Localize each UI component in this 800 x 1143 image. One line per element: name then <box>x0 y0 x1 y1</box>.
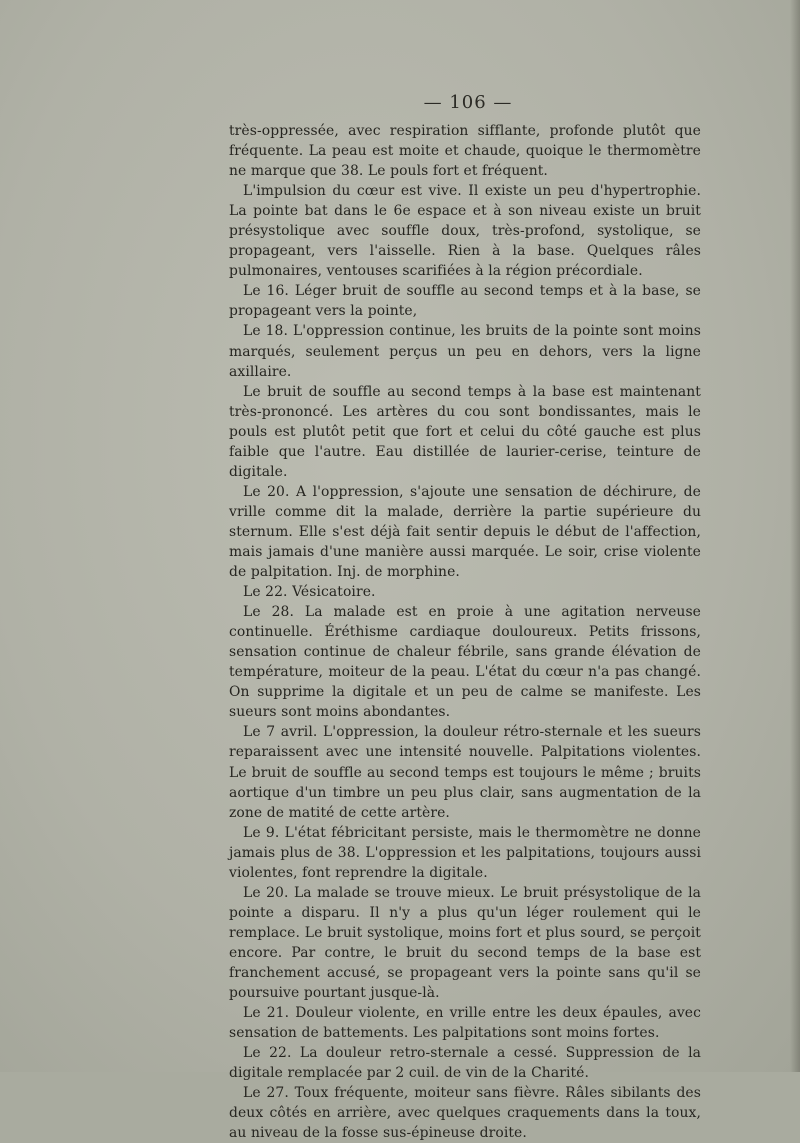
paragraph-11: Le 20. La malade se trouve mieux. Le bruit présystolique de la pointe a disparu. Il n'y a plus qu'un léger roulement qui le remplace. Le bruit systolique, moins fort et plus sourd, se perçoit encore. Par contre, le bruit du second temps de la base est franchement accusé, se propageant vers la pointe sans qu'il se poursuive pourtant jusque-là. <box>229 884 701 1002</box>
paragraph-4: Le 18. L'oppression continue, les bruits de la pointe sont moins marqués, seulement perçus un peu en dehors, vers la ligne axillaire. <box>229 323 701 380</box>
paragraph-6: Le 20. A l'oppression, s'ajoute une sensation de déchirure, de vrille comme dit la malade, derrière la partie supérieure du sternum. Elle s'est déjà fait sentir depuis le début de l'affection, mais jamais d'une manière aussi marquée. Le soir, crise violente de palpitation. Inj. de morphine. <box>229 483 701 581</box>
paragraph-10: Le 9. L'état fébricitant persiste, mais le thermomètre ne donne jamais plus de 38. L'oppression et les palpitations, toujours aussi violentes, font reprendre la digitale. <box>229 824 701 881</box>
paragraph-8: Le 28. La malade est en proie à une agitation nerveuse continuelle. Éréthisme cardiaque douloureux. Petits frissons, sensation continue de chaleur fébrile, sans grande élévation de température, moiteur de la peau. L'état du cœur n'a pas changé. On supprime la digitale et un peu de calme se manifeste. Les sueurs sont moins abondantes. <box>229 604 701 721</box>
paragraph-1: très-oppressée, avec respiration sifflante, profonde plutôt que fréquente. La peau est moite et chaude, quoique le thermomètre ne marque que 38. Le pouls fort et fréquent. <box>229 123 701 180</box>
body-text <box>229 121 701 1143</box>
paragraph-13: Le 22. La douleur retro-sternale a cessé. Suppression de la digitale remplacée par 2 cuil. de vin de la Charité. <box>229 1045 701 1082</box>
paragraph-12: Le 21. Douleur violente, en vrille entre les deux épaules, avec sensation de battements. Les palpitations sont moins fortes. <box>229 1005 701 1042</box>
paragraph-14: Le 27. Toux fréquente, moiteur sans fièvre. Râles sibilants des deux côtés en arrière, avec quelques craquements dans la toux, au niveau de la fosse sus-épineuse droite. <box>229 1085 701 1142</box>
paragraph-7: Le 22. Vésicatoire. <box>243 584 376 601</box>
paragraph-9: Le 7 avril. L'oppression, la douleur rétro-sternale et les sueurs reparaissent avec une intensité nouvelle. Palpitations violentes. Le bruit de souffle au second temps est toujours le même ; bruits aortique d'un timbre un peu plus clair, sans augmentation de la zone de matité de cette artère. <box>229 724 701 821</box>
paragraph-2: L'impulsion du cœur est vive. Il existe un peu d'hypertrophie. La pointe bat dans le 6e espace et à son niveau existe un bruit présystolique avec souffle doux, très-profond, systolique, se propageant, vers l'aisselle. Rien à la base. Quelques râles pulmonaires, ventouses scarifiées à la région précordiale. <box>229 183 701 280</box>
paragraph-5: Le bruit de souffle au second temps à la base est maintenant très-prononcé. Les artères du cou sont bondissantes, mais le pouls est plutôt petit que fort et celui du côté gauche est plus faible que l'autre. Eau distillée de laurier-cerise, teinture de digitale. <box>229 383 701 480</box>
page-number: — 106 — <box>423 92 513 113</box>
paragraph-3: Le 16. Léger bruit de souffle au second temps et à la base, se propageant vers la pointe, <box>229 283 701 320</box>
